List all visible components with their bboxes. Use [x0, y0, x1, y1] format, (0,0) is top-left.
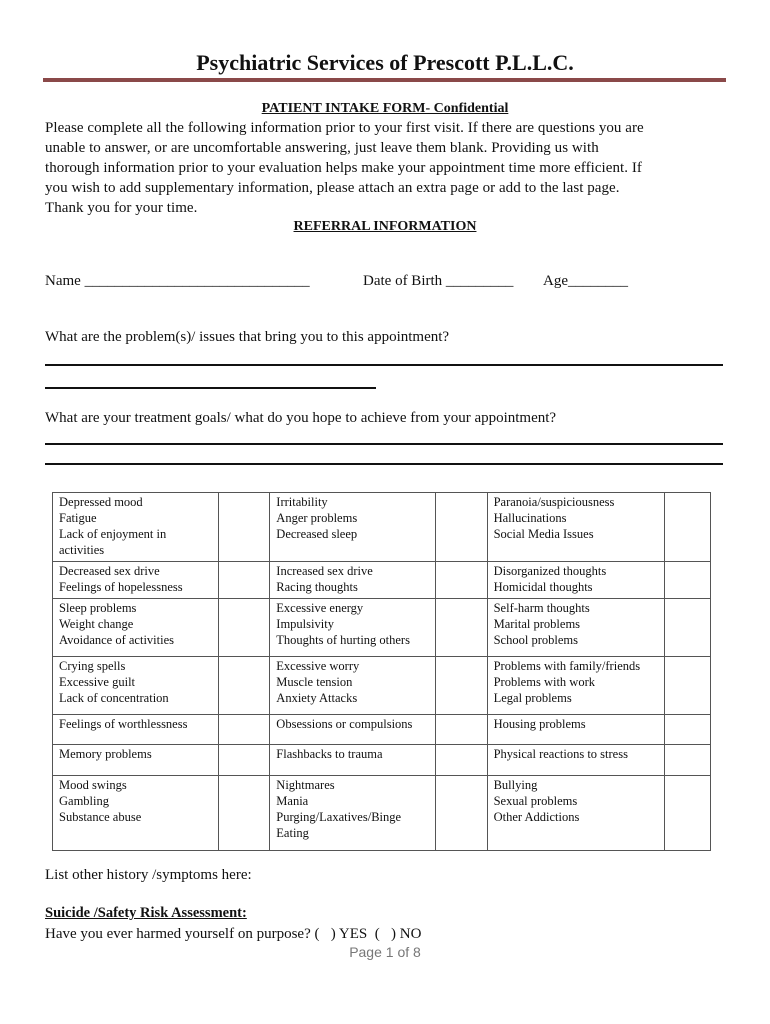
symptom-label: Feelings of hopelessness — [59, 580, 183, 594]
symptom-label: Housing problems — [493, 717, 586, 731]
symptom-checkbox[interactable] — [665, 562, 711, 599]
symptom-checkbox[interactable] — [665, 599, 711, 657]
symptom-cell — [53, 745, 219, 776]
symptom-checkbox[interactable] — [436, 493, 488, 562]
symptom-cell — [270, 562, 436, 599]
symptom-label: Excessive guilt — [59, 675, 136, 689]
dob-field[interactable]: Date of Birth _________ — [363, 273, 514, 289]
symptom-label: Increased sex drive — [276, 564, 373, 578]
symptom-label: Obsessions or compulsions — [276, 717, 413, 731]
symptom-label: Weight change — [59, 617, 134, 631]
symptom-label: Anxiety Attacks — [276, 691, 358, 705]
symptom-cell — [270, 657, 436, 715]
symptom-label: Other Addictions — [493, 810, 580, 824]
symptom-label: Nightmares — [276, 778, 335, 792]
symptom-label: Homicidal thoughts — [493, 580, 593, 594]
symptom-label: Irritability — [276, 495, 328, 509]
symptom-checkbox[interactable] — [436, 599, 488, 657]
symptom-cell — [53, 715, 219, 745]
symptom-cell — [487, 657, 665, 715]
problems-answer-line[interactable] — [45, 387, 376, 389]
symptom-checkbox[interactable] — [665, 776, 711, 851]
symptom-label: Depressed mood — [59, 495, 143, 509]
referral-heading: REFERRAL INFORMATION — [293, 219, 477, 234]
symptom-label: Flashbacks to trauma — [276, 747, 383, 761]
table-row — [53, 599, 711, 657]
symptom-label: Problems with family/friends — [493, 659, 641, 673]
symptom-checkbox[interactable] — [218, 715, 270, 745]
symptom-cell — [487, 745, 665, 776]
table-row — [53, 657, 711, 715]
symptom-label: Lack of concentration — [59, 691, 169, 705]
symptom-cell — [487, 493, 665, 562]
intro-line: Thank you for your time. — [45, 200, 198, 216]
symptom-label: Bullying — [493, 778, 538, 792]
symptom-label: Feelings of worthlessness — [59, 717, 188, 731]
symptom-label: Marital problems — [493, 617, 581, 631]
symptom-cell — [53, 776, 219, 851]
symptom-label: Impulsivity — [276, 617, 334, 631]
symptom-cell — [487, 562, 665, 599]
symptom-checkbox[interactable] — [665, 657, 711, 715]
intro-line: unable to answer, or are uncomfortable answering, just leave them blank. Providing us with — [45, 140, 599, 156]
title-divider — [43, 78, 726, 82]
table-row — [53, 776, 711, 851]
symptom-label: Eating — [276, 826, 309, 840]
symptom-label: Mood swings — [59, 778, 127, 792]
symptom-label: Sexual problems — [493, 794, 578, 808]
symptom-checkbox[interactable] — [436, 562, 488, 599]
form-heading: PATIENT INTAKE FORM- Confidential — [261, 101, 509, 116]
age-field[interactable]: Age________ — [543, 273, 628, 289]
table-row — [53, 745, 711, 776]
symptom-label: Legal problems — [493, 691, 572, 705]
symptom-cell — [270, 715, 436, 745]
symptom-checkbox[interactable] — [436, 776, 488, 851]
symptom-label: Hallucinations — [493, 511, 567, 525]
symptom-label: Crying spells — [59, 659, 126, 673]
symptom-label: Fatigue — [59, 511, 97, 525]
problems-question: What are the problem(s)/ issues that bring you to this appointment? — [45, 329, 450, 345]
symptom-cell — [270, 493, 436, 562]
symptom-label: Avoidance of activities — [59, 633, 175, 647]
table-row — [53, 715, 711, 745]
symptom-cell — [487, 715, 665, 745]
symptom-label: Lack of enjoyment in — [59, 527, 167, 541]
goals-answer-line[interactable] — [45, 443, 723, 445]
problems-answer-line[interactable] — [45, 364, 723, 366]
symptom-label: Decreased sex drive — [59, 564, 160, 578]
symptom-label: Problems with work — [493, 675, 595, 689]
symptom-cell — [53, 493, 219, 562]
symptom-checkbox[interactable] — [665, 715, 711, 745]
self-harm-question[interactable]: Have you ever harmed yourself on purpose? ( ) YES ( ) NO — [45, 926, 422, 942]
symptoms-checklist-table — [52, 492, 711, 851]
symptom-cell — [487, 776, 665, 851]
intro-line: Please complete all the following information prior to your first visit. If there are questions you are — [45, 120, 644, 136]
symptom-checkbox[interactable] — [436, 715, 488, 745]
symptom-label: Muscle tension — [276, 675, 353, 689]
symptom-label: School problems — [493, 633, 578, 647]
risk-assessment-heading: Suicide /Safety Risk Assessment: — [45, 905, 247, 921]
document-title: Psychiatric Services of Prescott P.L.L.C. — [196, 50, 574, 75]
symptom-checkbox[interactable] — [218, 657, 270, 715]
symptom-label: Physical reactions to stress — [493, 747, 628, 761]
symptom-label: Social Media Issues — [493, 527, 594, 541]
symptom-label: Gambling — [59, 794, 109, 808]
symptom-checkbox[interactable] — [218, 493, 270, 562]
table-row — [53, 493, 711, 562]
name-field[interactable]: Name ______________________________ — [45, 273, 310, 289]
table-row — [53, 562, 711, 599]
symptom-label: Mania — [276, 794, 309, 808]
symptom-label: Memory problems — [59, 747, 152, 761]
symptom-label: Sleep problems — [59, 601, 137, 615]
symptom-checkbox[interactable] — [436, 657, 488, 715]
intro-paragraph — [45, 118, 735, 218]
intro-line: thorough information prior to your evaluation helps make your appointment time more efficient. If — [45, 160, 642, 176]
symptom-cell — [270, 776, 436, 851]
symptom-label: Anger problems — [276, 511, 358, 525]
symptom-label: Decreased sleep — [276, 527, 358, 541]
goals-answer-line[interactable] — [45, 463, 723, 465]
symptom-checkbox[interactable] — [665, 745, 711, 776]
symptom-label: Self-harm thoughts — [493, 601, 590, 615]
symptom-label: Racing thoughts — [276, 580, 358, 594]
symptom-cell — [53, 599, 219, 657]
symptom-checkbox[interactable] — [665, 493, 711, 562]
symptom-checkbox[interactable] — [218, 776, 270, 851]
page-number: Page 1 of 8 — [349, 944, 421, 960]
goals-question: What are your treatment goals/ what do you hope to achieve from your appointment? — [45, 410, 557, 426]
intro-line: you wish to add supplementary information, please attach an extra page or add to the last page. — [45, 180, 620, 196]
symptom-cell — [270, 745, 436, 776]
symptom-label: activities — [59, 543, 105, 557]
symptom-checkbox[interactable] — [218, 599, 270, 657]
symptom-cell — [53, 562, 219, 599]
symptom-checkbox[interactable] — [218, 562, 270, 599]
symptom-cell — [53, 657, 219, 715]
symptom-checkbox[interactable] — [436, 745, 488, 776]
symptom-label: Disorganized thoughts — [493, 564, 607, 578]
symptom-cell — [270, 599, 436, 657]
symptom-cell — [487, 599, 665, 657]
other-history-label: List other history /symptoms here: — [45, 867, 252, 883]
symptom-label: Thoughts of hurting others — [276, 633, 410, 647]
symptom-label: Paranoia/suspiciousness — [493, 495, 615, 509]
symptom-label: Purging/Laxatives/Binge — [276, 810, 402, 824]
symptom-label: Excessive energy — [276, 601, 364, 615]
symptom-label: Excessive worry — [276, 659, 360, 673]
symptom-checkbox[interactable] — [218, 745, 270, 776]
symptom-label: Substance abuse — [59, 810, 142, 824]
